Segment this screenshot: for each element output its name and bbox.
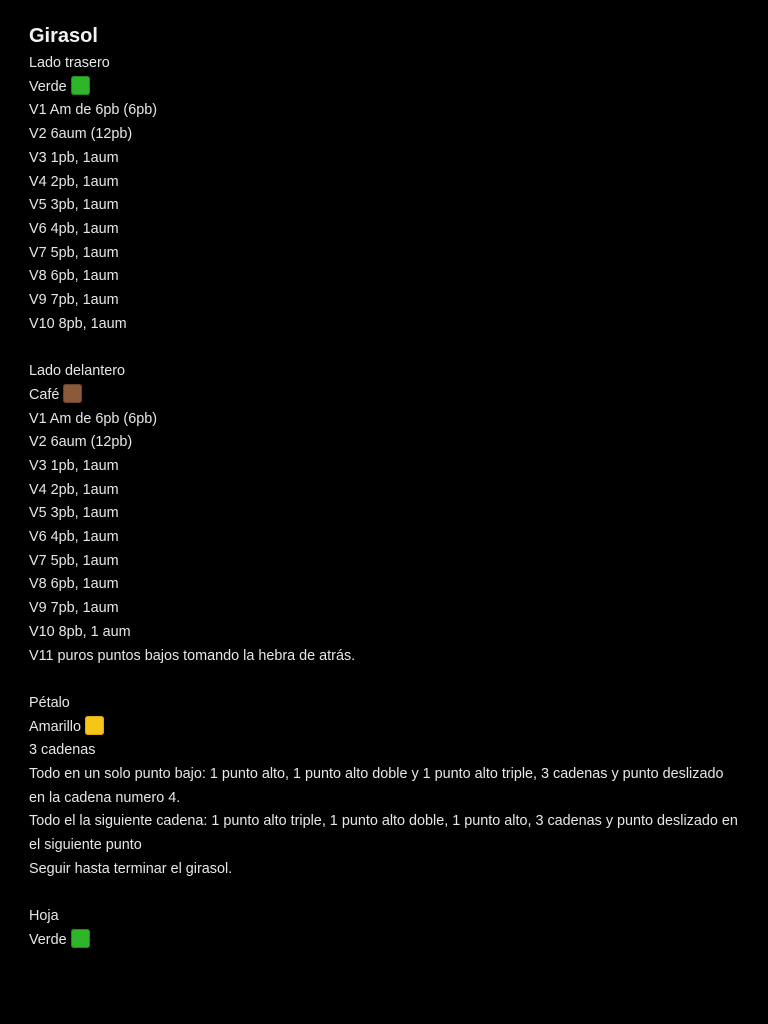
round-line: V7 5pb, 1aum [29,552,119,569]
round-line: V1 Am de 6pb (6pb) [29,410,157,427]
section-heading: Hoja [29,908,59,925]
color-label: Amarillo [29,718,81,735]
section-hoja [29,905,741,952]
blank-line [29,336,741,360]
round-line: V1 Am de 6pb (6pb) [29,102,157,119]
round-line: V2 6aum (12pb) [29,126,133,143]
round-line: V10 8pb, 1aum [29,315,127,332]
instruction-line: Todo el la siguiente cadena: 1 punto alto triple, 1 punto alto doble, 1 punto alto, 3 cadenas y punto deslizado en el siguiente punto [29,813,738,854]
green-square-icon [71,929,90,948]
note-body[interactable] [29,22,741,953]
section-petalo [29,692,741,882]
instruction-line: Todo en un solo punto bajo: 1 punto alto, 1 punto alto doble y 1 punto alto triple, 3 cadenas y punto deslizado en la cadena numero 4. [29,766,724,806]
instruction-line: Seguir hasta terminar el girasol. [29,860,233,877]
section-heading: Lado delantero [29,363,126,380]
round-line: V9 7pb, 1aum [29,292,119,309]
blank-line [29,668,741,692]
color-line [29,716,741,740]
brown-square-icon [63,384,82,403]
section-heading: Lado trasero [29,55,110,71]
round-line: V9 7pb, 1aum [29,600,119,617]
note-title: Girasol [29,25,98,47]
round-line: V6 4pb, 1aum [29,529,119,546]
round-line: V4 2pb, 1aum [29,173,119,190]
yellow-square-icon [85,716,104,735]
green-square-icon [71,76,90,95]
color-line [29,384,741,408]
round-line: V5 3pb, 1aum [29,197,119,214]
section-lado-delantero [29,360,741,668]
round-line: V5 3pb, 1aum [29,505,119,522]
round-line: V10 8pb, 1 aum [29,623,131,640]
section-lado-trasero [29,52,741,336]
instruction-line: 3 cadenas [29,742,96,759]
round-line: V3 1pb, 1aum [29,149,119,166]
round-line: V3 1pb, 1aum [29,457,119,474]
round-line: V11 puros puntos bajos tomando la hebra de atrás. [29,647,356,664]
round-line: V8 6pb, 1aum [29,268,119,285]
color-line [29,76,741,100]
blank-line [29,882,741,906]
color-line [29,929,741,953]
color-label: Café [29,386,60,403]
round-line: V8 6pb, 1aum [29,576,119,593]
color-label: Verde [29,931,67,948]
color-label: Verde [29,78,67,95]
section-heading: Pétalo [29,694,70,711]
round-line: V7 5pb, 1aum [29,244,119,261]
round-line: V2 6aum (12pb) [29,434,133,451]
round-line: V6 4pb, 1aum [29,220,119,237]
round-line: V4 2pb, 1aum [29,481,119,498]
